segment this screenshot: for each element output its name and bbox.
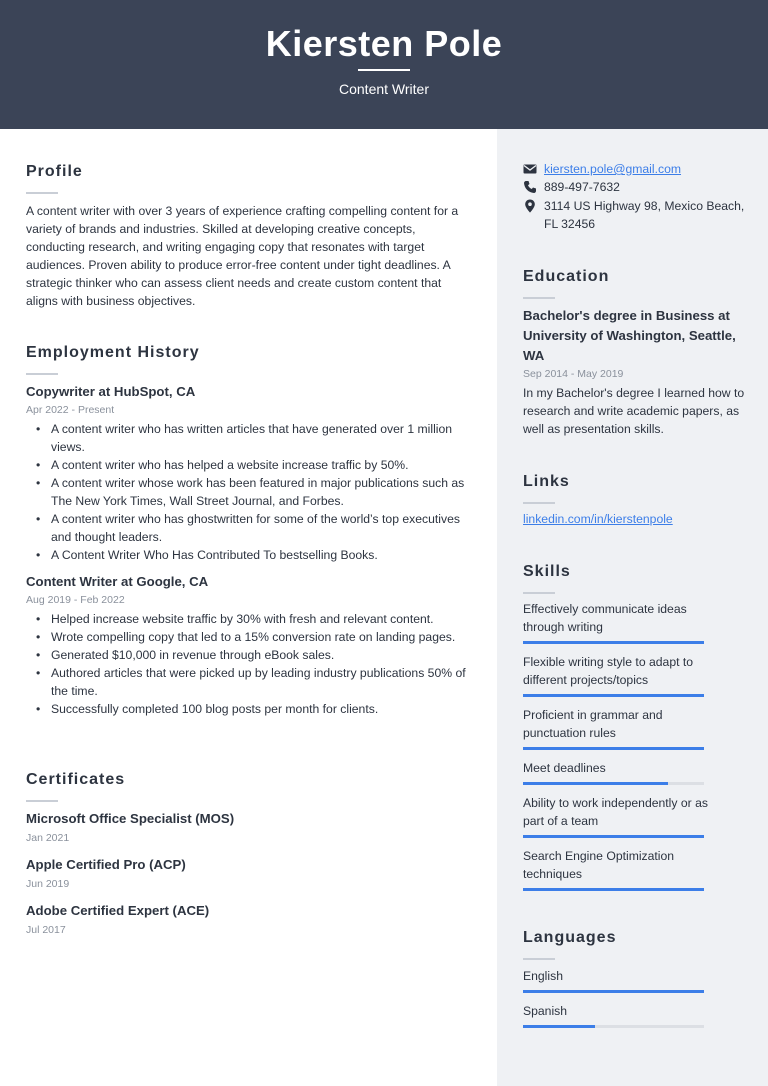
job-bullets: [26, 420, 472, 564]
education-date: Sep 2014 - May 2019: [523, 368, 624, 380]
skill-level-fill: [523, 888, 704, 891]
profile-heading-rule: [26, 192, 58, 194]
job-title: Content Writer at Google, CA: [26, 574, 209, 589]
job-bullets: [26, 610, 472, 718]
skill-level-fill: [523, 747, 704, 750]
certificate-name: Microsoft Office Specialist (MOS): [26, 811, 235, 826]
address-text: 3114 US Highway 98, Mexico Beach, FL 32456: [544, 199, 745, 231]
header-divider: [358, 69, 410, 71]
job-bullet: • A content writer who has written articles that have generated over 1 million views.: [26, 420, 472, 456]
skill-level-bar: [523, 835, 704, 838]
certificate-name: Adobe Certified Expert (ACE): [26, 903, 210, 918]
links-heading-rule: [523, 502, 555, 504]
phone-number: 889-497-7632: [544, 180, 620, 194]
certificate-name: Apple Certified Pro (ACP): [26, 857, 186, 872]
certificates-heading-rule: [26, 800, 58, 802]
skill-label: Search Engine Optimization techniques: [523, 849, 675, 881]
education-heading: Education: [523, 268, 610, 285]
job-bullet: • Authored articles that were picked up by leading industry publications 50% of the time.: [26, 664, 472, 700]
job-bullet: • A content writer whose work has been featured in major publications such as The New York Times, Wall Street Journal, and Forbes.: [26, 474, 472, 510]
skill-level-bar: [523, 782, 704, 785]
skills-heading-rule: [523, 592, 555, 594]
job-bullet: • Wrote compelling copy that led to a 15% conversion rate on landing pages.: [26, 628, 472, 646]
language-label: Spanish: [523, 1004, 568, 1018]
location-pin-icon: [523, 199, 537, 213]
envelope-icon: [523, 162, 537, 176]
skill-label: Flexible writing style to adapt to different projects/topics: [523, 655, 694, 687]
skill-label: Effectively communicate ideas through writing: [523, 602, 687, 634]
job-bullet: • Successfully completed 100 blog posts per month for clients.: [26, 700, 472, 718]
language-level-fill: [523, 990, 704, 993]
languages-heading-rule: [523, 958, 555, 960]
education-heading-rule: [523, 297, 555, 299]
language-level-fill: [523, 1025, 595, 1028]
email-link[interactable]: kiersten.pole@gmail.com: [544, 162, 682, 176]
language-level-bar: [523, 990, 704, 993]
skill-label: Meet deadlines: [523, 761, 606, 775]
candidate-name: Kiersten Pole: [265, 23, 503, 64]
language-label: English: [523, 969, 563, 983]
skill-label: Proficient in grammar and punctuation rules: [523, 708, 663, 740]
profile-text: A content writer with over 3 years of experience crafting compelling content for a variety of brands and industries. Skilled at developing creative concepts, conducting research, and writing engaging copy that resonates with target audiences. Proven ability to produce error-free content under tight deadlines. A strategic thinker who can assess client needs and create custom content that aligns with business objectives.: [26, 204, 459, 308]
skills-heading: Skills: [523, 563, 571, 580]
job-bullet: • Generated $10,000 in revenue through eBook sales.: [26, 646, 472, 664]
certificate-date: Jun 2019: [26, 878, 70, 890]
job-bullet: • Helped increase website traffic by 30% with fresh and relevant content.: [26, 610, 472, 628]
job-bullet: • A content writer who has helped a website increase traffic by 50%.: [26, 456, 472, 474]
certificate-date: Jan 2021: [26, 832, 70, 844]
skill-level-fill: [523, 641, 704, 644]
skill-level-bar: [523, 747, 704, 750]
profile-heading: Profile: [26, 163, 83, 180]
skill-level-bar: [523, 694, 704, 697]
skill-level-fill: [523, 835, 704, 838]
degree-title: Bachelor's degree in Business at University of Washington, Seattle, WA: [523, 308, 736, 363]
links-heading: Links: [523, 473, 570, 490]
certificates-heading: Certificates: [26, 771, 126, 788]
skill-level-fill: [523, 694, 704, 697]
skill-level-bar: [523, 641, 704, 644]
education-description: In my Bachelor's degree I learned how to research and write academic papers, as well as presentation skills.: [523, 386, 745, 436]
job-date: Aug 2019 - Feb 2022: [26, 594, 125, 606]
language-level-bar: [523, 1025, 704, 1028]
resume-header: [0, 0, 768, 129]
job-date: Apr 2022 - Present: [26, 404, 115, 416]
job-bullet: • A Content Writer Who Has Contributed To bestselling Books.: [26, 546, 472, 564]
skill-label: Ability to work independently or as part of a team: [523, 796, 708, 828]
job-bullet: • A content writer who has ghostwritten for some of the world’s top executives and thought leaders.: [26, 510, 472, 546]
employment-heading-rule: [26, 373, 58, 375]
skill-level-fill: [523, 782, 668, 785]
candidate-role: Content Writer: [339, 81, 429, 97]
skill-level-bar: [523, 888, 704, 891]
job-title: Copywriter at HubSpot, CA: [26, 384, 196, 399]
linkedin-link[interactable]: linkedin.com/in/kierstenpole: [523, 512, 673, 526]
phone-icon: [523, 180, 537, 194]
employment-heading: Employment History: [26, 344, 200, 361]
languages-heading: Languages: [523, 929, 617, 946]
certificate-date: Jul 2017: [26, 924, 66, 936]
